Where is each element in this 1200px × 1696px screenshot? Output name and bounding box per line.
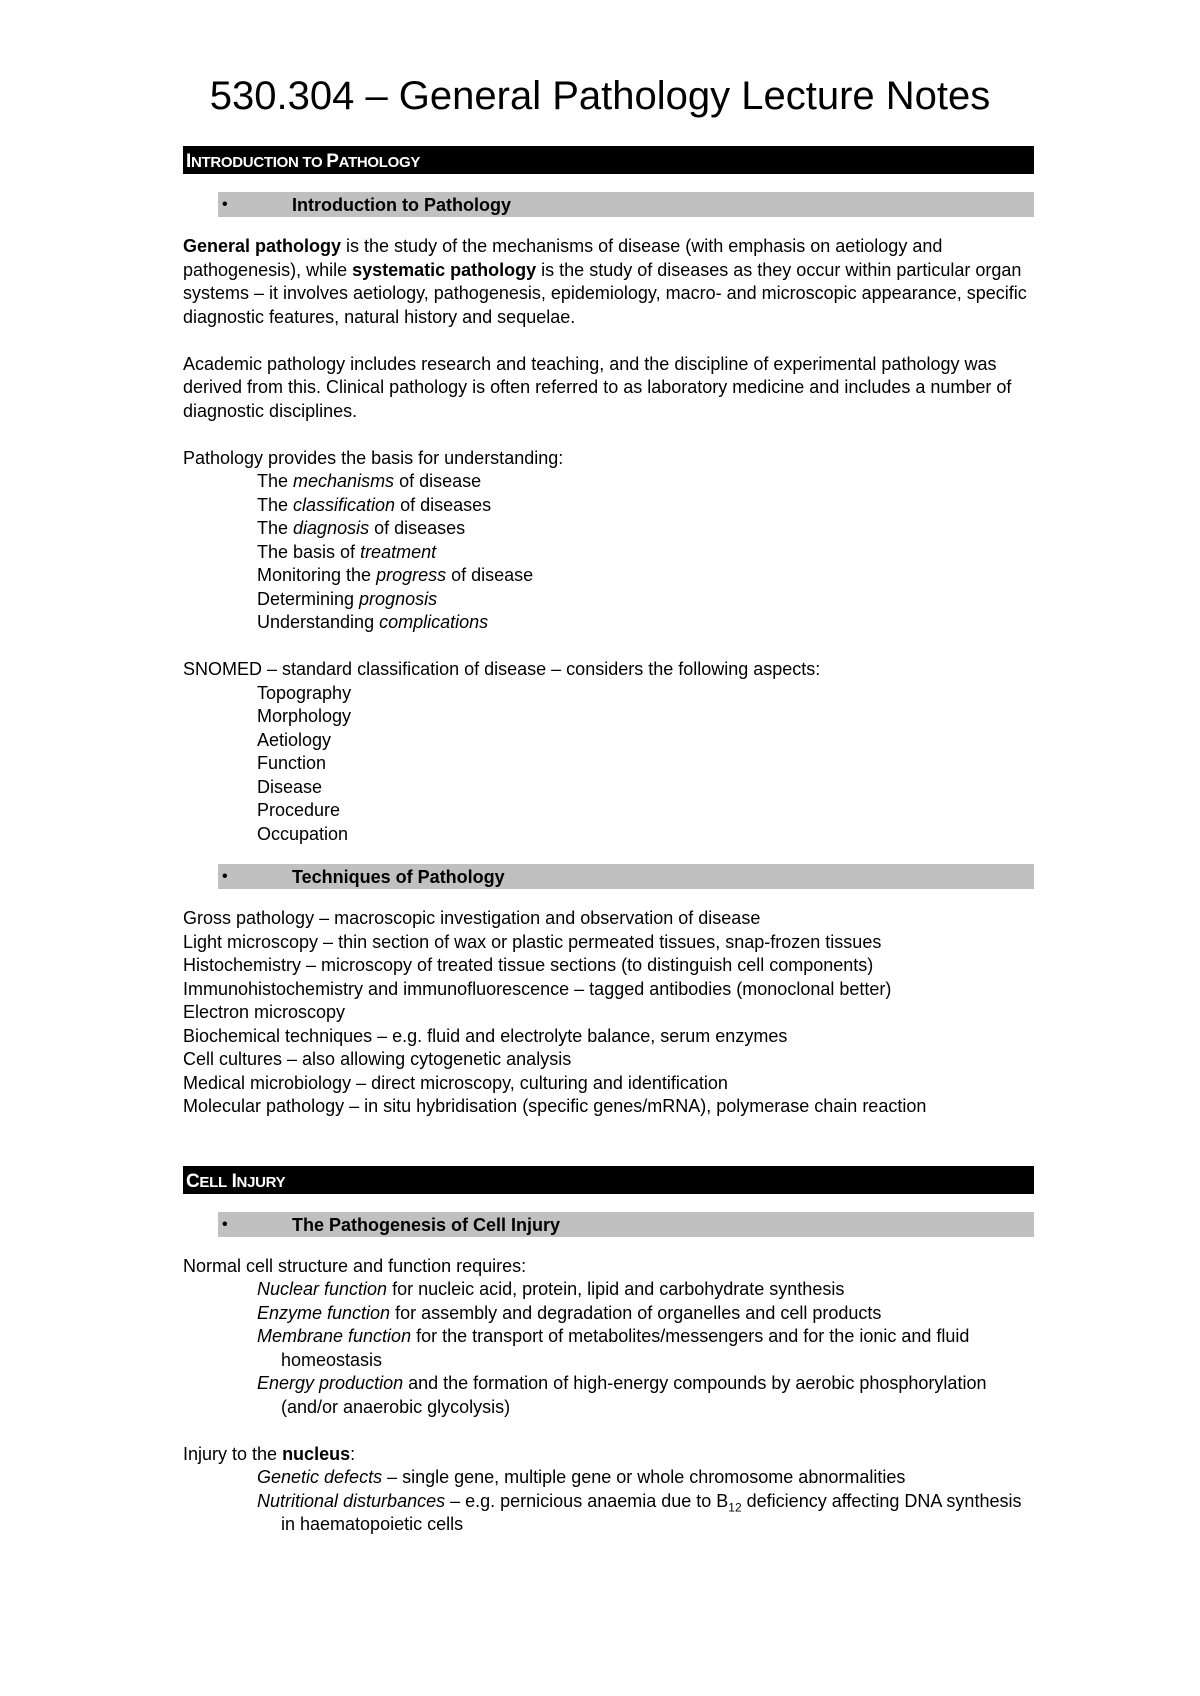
snomed-list bbox=[183, 682, 1034, 847]
italic-term: progress bbox=[376, 565, 447, 585]
section-cap: P bbox=[326, 151, 339, 172]
item-text: The bbox=[257, 471, 294, 491]
content-body bbox=[183, 146, 1034, 1537]
list-item: Topography bbox=[257, 682, 352, 703]
subsection-header-introduction bbox=[218, 192, 1034, 217]
paragraph-snomed-lead: SNOMED – standard classification of disease – considers the following aspects: bbox=[183, 659, 821, 679]
paragraph-basis-lead: Pathology provides the basis for understanding: bbox=[183, 447, 564, 468]
paragraph-nucleus-lead bbox=[183, 1443, 1034, 1467]
item-text: deficiency affecting DNA synthesis in haematopoietic cells bbox=[281, 1490, 1022, 1534]
item-text: The basis of bbox=[257, 541, 361, 562]
section-rest: NJURY bbox=[236, 1173, 286, 1191]
item-text: – e.g. pernicious anaemia due to B bbox=[445, 1490, 729, 1511]
list-item: Immunohistochemistry and immunofluorescence – tagged antibodies (monoclonal better) bbox=[183, 978, 892, 999]
italic-term: Genetic defects bbox=[257, 1467, 383, 1487]
techniques-list bbox=[183, 907, 1034, 1119]
list-item bbox=[183, 1490, 1034, 1537]
italic-term: classification bbox=[293, 494, 396, 515]
list-item bbox=[183, 1372, 1034, 1419]
paragraph-text: is the study of the mechanisms of disease (with emphasis on aetiology and pathogenesis), while bbox=[183, 236, 943, 280]
list-item: Disease bbox=[257, 776, 323, 797]
list-item: Histochemistry – microscopy of treated tissue sections (to distinguish cell components) bbox=[183, 955, 874, 975]
item-text: The bbox=[257, 518, 294, 538]
italic-term: diagnosis bbox=[293, 518, 370, 538]
item-text: of diseases bbox=[369, 518, 466, 538]
section-header-introduction bbox=[183, 146, 1034, 174]
basis-list bbox=[183, 470, 1034, 635]
bullet-icon: • bbox=[222, 868, 228, 885]
list-item bbox=[183, 1302, 1034, 1326]
item-text: Monitoring the bbox=[257, 565, 377, 585]
item-text: Understanding bbox=[257, 612, 380, 632]
list-item: Cell cultures – also allowing cytogenetic analysis bbox=[183, 1049, 572, 1069]
list-item: Electron microscopy bbox=[183, 1002, 346, 1022]
subsection-title: The Pathogenesis of Cell Injury bbox=[292, 1214, 561, 1235]
item-text: for nucleic acid, protein, lipid and carbohydrate synthesis bbox=[387, 1279, 845, 1299]
item-text: and the formation of high-energy compounds by aerobic phosphorylation (and/or anaerobic glycolysis) bbox=[281, 1373, 987, 1417]
subsection-header-techniques bbox=[218, 864, 1034, 889]
list-item bbox=[183, 1325, 1034, 1372]
italic-term: Nuclear function bbox=[257, 1279, 388, 1299]
section-rest: NTRODUCTION bbox=[190, 154, 299, 171]
page-title: 530.304 – General Pathology Lecture Notes bbox=[209, 74, 991, 118]
item-text: Determining bbox=[257, 588, 360, 609]
paragraph-text: : bbox=[350, 1443, 356, 1464]
italic-term: treatment bbox=[360, 541, 437, 562]
list-item: Medical microbiology – direct microscopy, culturing and identification bbox=[183, 1072, 728, 1093]
list-item bbox=[183, 564, 1034, 588]
item-text: of disease bbox=[446, 565, 534, 585]
paragraph-normal-lead: Normal cell structure and function requires: bbox=[183, 1255, 527, 1276]
italic-term: Nutritional disturbances bbox=[257, 1490, 446, 1511]
list-item: Light microscopy – thin section of wax or plastic permeated tissues, snap-frozen tissues bbox=[183, 931, 882, 952]
section-mid: TO bbox=[298, 154, 327, 171]
list-item bbox=[183, 588, 1034, 612]
bold-term: nucleus bbox=[282, 1443, 351, 1464]
list-item: Morphology bbox=[257, 706, 352, 726]
item-text: of diseases bbox=[395, 494, 492, 515]
section-header-cell-injury bbox=[183, 1166, 1034, 1194]
item-text: – single gene, multiple gene or whole chromosome abnormalities bbox=[382, 1467, 906, 1487]
list-item bbox=[183, 470, 1034, 494]
list-item: Occupation bbox=[257, 823, 349, 844]
list-item bbox=[183, 541, 1034, 565]
subsection-title: Techniques of Pathology bbox=[292, 867, 505, 887]
paragraph-academic-pathology: Academic pathology includes research and teaching, and the discipline of experimental pathology was derived from this. Clinical pathology is often referred to as laboratory medicine and includes a number of diagnostic disciplines. bbox=[183, 353, 1012, 421]
italic-term: Energy production bbox=[257, 1373, 404, 1393]
item-text: for assembly and degradation of organelles and cell products bbox=[390, 1302, 882, 1323]
list-item bbox=[183, 517, 1034, 541]
italic-term: mechanisms bbox=[293, 471, 395, 491]
section-rest: ELL bbox=[199, 1173, 227, 1191]
bold-term: systematic pathology bbox=[352, 259, 537, 280]
bullet-icon: • bbox=[222, 1215, 228, 1233]
list-item: Molecular pathology – in situ hybridisation (specific genes/mRNA), polymerase chain reaction bbox=[183, 1096, 927, 1116]
bullet-icon: • bbox=[222, 196, 228, 213]
requirements-list bbox=[183, 1278, 1034, 1419]
list-item: Biochemical techniques – e.g. fluid and electrolyte balance, serum enzymes bbox=[183, 1025, 788, 1046]
italic-term: Enzyme function bbox=[257, 1302, 391, 1323]
item-text: of disease bbox=[394, 471, 482, 491]
list-item: Function bbox=[257, 753, 327, 773]
section-cap: I bbox=[186, 151, 191, 172]
list-item: Procedure bbox=[257, 800, 341, 820]
list-item bbox=[183, 611, 1034, 635]
subsection-title: Introduction to Pathology bbox=[292, 195, 511, 215]
list-item: Gross pathology – macroscopic investigation and observation of disease bbox=[183, 908, 761, 928]
item-text: for the transport of metabolites/messengers and for the ionic and fluid homeostasis bbox=[281, 1326, 970, 1370]
section-cap: I bbox=[231, 1170, 237, 1192]
list-item bbox=[183, 1466, 1034, 1490]
list-item bbox=[183, 494, 1034, 518]
paragraph-general-pathology bbox=[183, 235, 1034, 329]
section-cap: C bbox=[186, 1170, 200, 1192]
italic-term: complications bbox=[379, 612, 489, 632]
subscript: 12 bbox=[728, 1500, 742, 1515]
paragraph-text: Injury to the bbox=[183, 1443, 283, 1464]
italic-term: prognosis bbox=[359, 588, 438, 609]
italic-term: Membrane function bbox=[257, 1326, 412, 1346]
list-item bbox=[183, 1278, 1034, 1302]
section-rest: ATHOLOGY bbox=[338, 154, 421, 171]
paragraph-text: is the study of diseases as they occur within particular organ systems – it involves aetiology, pathogenesis, epidemiology, macro- and microscopic appearance, specific diagnostic features, natural history and sequelae. bbox=[183, 259, 1027, 327]
subsection-header-pathogenesis bbox=[218, 1212, 1034, 1237]
item-text: The bbox=[257, 494, 294, 515]
list-item: Aetiology bbox=[257, 729, 332, 750]
bold-term: General pathology bbox=[183, 236, 342, 256]
